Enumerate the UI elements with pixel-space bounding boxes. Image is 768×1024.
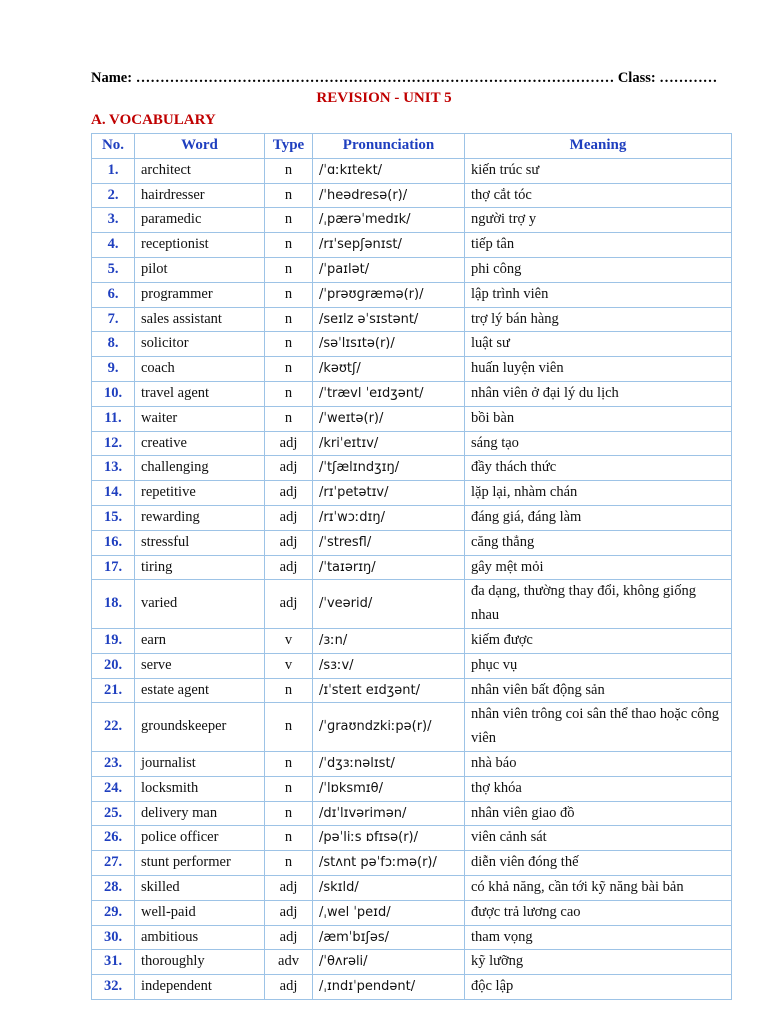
table-row bbox=[92, 456, 732, 481]
word-cell: solicitor bbox=[135, 332, 265, 357]
meaning-cell: nhân viên trông coi sân thể thao hoặc công viên bbox=[465, 703, 732, 752]
word-cell: locksmith bbox=[135, 776, 265, 801]
pronunciation-cell: /ˈveərid/ bbox=[313, 580, 465, 629]
word-cell: varied bbox=[135, 580, 265, 629]
type-cell: adj bbox=[265, 925, 313, 950]
word-cell: thoroughly bbox=[135, 950, 265, 975]
table-row bbox=[92, 703, 732, 752]
table-row bbox=[92, 357, 732, 382]
type-cell: n bbox=[265, 233, 313, 258]
pronunciation-cell: /kəʊtʃ/ bbox=[313, 357, 465, 382]
pronunciation-cell: /ˌwel ˈpeɪd/ bbox=[313, 900, 465, 925]
row-number: 20. bbox=[92, 653, 135, 678]
table-row bbox=[92, 826, 732, 851]
table-row bbox=[92, 900, 732, 925]
word-cell: travel agent bbox=[135, 381, 265, 406]
pronunciation-cell: /rɪˈwɔːdɪŋ/ bbox=[313, 505, 465, 530]
column-header-word: Word bbox=[135, 134, 265, 159]
meaning-cell: gây mệt mỏi bbox=[465, 555, 732, 580]
type-cell: adj bbox=[265, 456, 313, 481]
type-cell: v bbox=[265, 653, 313, 678]
column-header-pronunciation: Pronunciation bbox=[313, 134, 465, 159]
table-row bbox=[92, 751, 732, 776]
type-cell: n bbox=[265, 158, 313, 183]
table-row bbox=[92, 851, 732, 876]
type-cell: n bbox=[265, 208, 313, 233]
pronunciation-cell: /ˌɪndɪˈpendənt/ bbox=[313, 975, 465, 1000]
meaning-cell: đầy thách thức bbox=[465, 456, 732, 481]
row-number: 2. bbox=[92, 183, 135, 208]
meaning-cell: thợ cắt tóc bbox=[465, 183, 732, 208]
type-cell: n bbox=[265, 406, 313, 431]
table-row bbox=[92, 233, 732, 258]
word-cell: stressful bbox=[135, 530, 265, 555]
type-cell: adj bbox=[265, 975, 313, 1000]
pronunciation-cell: /ˈdʒɜːnəlɪst/ bbox=[313, 751, 465, 776]
word-cell: well-paid bbox=[135, 900, 265, 925]
word-cell: serve bbox=[135, 653, 265, 678]
row-number: 10. bbox=[92, 381, 135, 406]
meaning-cell: nhân viên ở đại lý du lịch bbox=[465, 381, 732, 406]
table-row bbox=[92, 208, 732, 233]
table-header-row bbox=[92, 134, 732, 159]
type-cell: v bbox=[265, 628, 313, 653]
document-title: REVISION - UNIT 5 bbox=[316, 90, 452, 106]
table-row bbox=[92, 381, 732, 406]
meaning-cell: luật sư bbox=[465, 332, 732, 357]
row-number: 21. bbox=[92, 678, 135, 703]
table-row bbox=[92, 875, 732, 900]
row-number: 5. bbox=[92, 257, 135, 282]
type-cell: n bbox=[265, 826, 313, 851]
word-cell: repetitive bbox=[135, 481, 265, 506]
word-cell: receptionist bbox=[135, 233, 265, 258]
pronunciation-cell: /ˈprəʊɡræmə(r)/ bbox=[313, 282, 465, 307]
word-cell: tiring bbox=[135, 555, 265, 580]
name-class-line: Name: ……………………………………………………………………………………… Class: ………… bbox=[91, 70, 718, 86]
column-header-meaning: Meaning bbox=[465, 134, 732, 159]
pronunciation-cell: /dɪˈlɪvərimən/ bbox=[313, 801, 465, 826]
type-cell: n bbox=[265, 801, 313, 826]
table-body bbox=[92, 158, 732, 999]
type-cell: adj bbox=[265, 431, 313, 456]
column-header-no: No. bbox=[92, 134, 135, 159]
type-cell: n bbox=[265, 776, 313, 801]
table-row bbox=[92, 776, 732, 801]
word-cell: challenging bbox=[135, 456, 265, 481]
pronunciation-cell: /ˈtaɪərɪŋ/ bbox=[313, 555, 465, 580]
pronunciation-cell: /rɪˈsepʃənɪst/ bbox=[313, 233, 465, 258]
pronunciation-cell: /kriˈeɪtɪv/ bbox=[313, 431, 465, 456]
word-cell: independent bbox=[135, 975, 265, 1000]
type-cell: adj bbox=[265, 555, 313, 580]
word-cell: programmer bbox=[135, 282, 265, 307]
meaning-cell: đa dạng, thường thay đổi, không giống nhau bbox=[465, 580, 732, 629]
table-row bbox=[92, 628, 732, 653]
table-row bbox=[92, 555, 732, 580]
pronunciation-cell: /ˌpærəˈmedɪk/ bbox=[313, 208, 465, 233]
meaning-cell: có khả năng, cần tới kỹ năng bài bản bbox=[465, 875, 732, 900]
type-cell: n bbox=[265, 703, 313, 752]
type-cell: n bbox=[265, 357, 313, 382]
meaning-cell: nhân viên giao đồ bbox=[465, 801, 732, 826]
type-cell: n bbox=[265, 851, 313, 876]
row-number: 9. bbox=[92, 357, 135, 382]
row-number: 32. bbox=[92, 975, 135, 1000]
meaning-cell: thợ khóa bbox=[465, 776, 732, 801]
row-number: 30. bbox=[92, 925, 135, 950]
meaning-cell: kiếm được bbox=[465, 628, 732, 653]
row-number: 12. bbox=[92, 431, 135, 456]
vocabulary-table bbox=[91, 133, 732, 1000]
row-number: 22. bbox=[92, 703, 135, 752]
table-row bbox=[92, 925, 732, 950]
word-cell: journalist bbox=[135, 751, 265, 776]
word-cell: hairdresser bbox=[135, 183, 265, 208]
word-cell: paramedic bbox=[135, 208, 265, 233]
pronunciation-cell: /ˈweɪtə(r)/ bbox=[313, 406, 465, 431]
type-cell: adj bbox=[265, 505, 313, 530]
row-number: 16. bbox=[92, 530, 135, 555]
pronunciation-cell: /ˈtrævl ˈeɪdʒənt/ bbox=[313, 381, 465, 406]
table-row bbox=[92, 282, 732, 307]
meaning-cell: huấn luyện viên bbox=[465, 357, 732, 382]
pronunciation-cell: /ˈpaɪlət/ bbox=[313, 257, 465, 282]
pronunciation-cell: /ˈlɒksmɪθ/ bbox=[313, 776, 465, 801]
word-cell: estate agent bbox=[135, 678, 265, 703]
row-number: 19. bbox=[92, 628, 135, 653]
meaning-cell: căng thẳng bbox=[465, 530, 732, 555]
table-row bbox=[92, 481, 732, 506]
type-cell: adj bbox=[265, 875, 313, 900]
pronunciation-cell: /ˈɡraʊndzkiːpə(r)/ bbox=[313, 703, 465, 752]
pronunciation-cell: /ˈɑːkɪtekt/ bbox=[313, 158, 465, 183]
type-cell: n bbox=[265, 282, 313, 307]
word-cell: stunt performer bbox=[135, 851, 265, 876]
type-cell: n bbox=[265, 257, 313, 282]
word-cell: architect bbox=[135, 158, 265, 183]
meaning-cell: diễn viên đóng thế bbox=[465, 851, 732, 876]
table-row bbox=[92, 580, 732, 629]
type-cell: n bbox=[265, 381, 313, 406]
meaning-cell: đáng giá, đáng làm bbox=[465, 505, 732, 530]
pronunciation-cell: /sɜːv/ bbox=[313, 653, 465, 678]
row-number: 28. bbox=[92, 875, 135, 900]
word-cell: creative bbox=[135, 431, 265, 456]
type-cell: n bbox=[265, 307, 313, 332]
type-cell: adj bbox=[265, 530, 313, 555]
table-row bbox=[92, 530, 732, 555]
type-cell: adj bbox=[265, 900, 313, 925]
type-cell: n bbox=[265, 678, 313, 703]
word-cell: pilot bbox=[135, 257, 265, 282]
meaning-cell: tham vọng bbox=[465, 925, 732, 950]
meaning-cell: lặp lại, nhàm chán bbox=[465, 481, 732, 506]
word-cell: groundskeeper bbox=[135, 703, 265, 752]
table-row bbox=[92, 653, 732, 678]
row-number: 18. bbox=[92, 580, 135, 629]
meaning-cell: nhà báo bbox=[465, 751, 732, 776]
row-number: 6. bbox=[92, 282, 135, 307]
type-cell: n bbox=[265, 751, 313, 776]
table-row bbox=[92, 950, 732, 975]
row-number: 23. bbox=[92, 751, 135, 776]
meaning-cell: độc lập bbox=[465, 975, 732, 1000]
row-number: 3. bbox=[92, 208, 135, 233]
row-number: 7. bbox=[92, 307, 135, 332]
row-number: 11. bbox=[92, 406, 135, 431]
meaning-cell: người trợ y bbox=[465, 208, 732, 233]
row-number: 25. bbox=[92, 801, 135, 826]
pronunciation-cell: /ˈθʌrəli/ bbox=[313, 950, 465, 975]
type-cell: n bbox=[265, 332, 313, 357]
word-cell: police officer bbox=[135, 826, 265, 851]
meaning-cell: viên cảnh sát bbox=[465, 826, 732, 851]
table-row bbox=[92, 801, 732, 826]
row-number: 1. bbox=[92, 158, 135, 183]
meaning-cell: tiếp tân bbox=[465, 233, 732, 258]
pronunciation-cell: /æmˈbɪʃəs/ bbox=[313, 925, 465, 950]
table-row bbox=[92, 183, 732, 208]
meaning-cell: kiến trúc sư bbox=[465, 158, 732, 183]
row-number: 26. bbox=[92, 826, 135, 851]
meaning-cell: lập trình viên bbox=[465, 282, 732, 307]
pronunciation-cell: /stʌnt pəˈfɔːmə(r)/ bbox=[313, 851, 465, 876]
meaning-cell: phục vụ bbox=[465, 653, 732, 678]
pronunciation-cell: /ɪˈsteɪt eɪdʒənt/ bbox=[313, 678, 465, 703]
word-cell: earn bbox=[135, 628, 265, 653]
pronunciation-cell: /seɪlz əˈsɪstənt/ bbox=[313, 307, 465, 332]
pronunciation-cell: /ˈheədresə(r)/ bbox=[313, 183, 465, 208]
row-number: 29. bbox=[92, 900, 135, 925]
row-number: 14. bbox=[92, 481, 135, 506]
meaning-cell: kỹ lưỡng bbox=[465, 950, 732, 975]
section-heading: A. VOCABULARY bbox=[91, 112, 216, 128]
type-cell: adj bbox=[265, 580, 313, 629]
type-cell: adj bbox=[265, 481, 313, 506]
table-row bbox=[92, 975, 732, 1000]
word-cell: delivery man bbox=[135, 801, 265, 826]
table-row bbox=[92, 332, 732, 357]
row-number: 13. bbox=[92, 456, 135, 481]
row-number: 24. bbox=[92, 776, 135, 801]
type-cell: n bbox=[265, 183, 313, 208]
pronunciation-cell: /ˈtʃælɪndʒɪŋ/ bbox=[313, 456, 465, 481]
pronunciation-cell: /pəˈliːs ɒfɪsə(r)/ bbox=[313, 826, 465, 851]
meaning-cell: được trả lương cao bbox=[465, 900, 732, 925]
pronunciation-cell: /ɜːn/ bbox=[313, 628, 465, 653]
word-cell: rewarding bbox=[135, 505, 265, 530]
table-row bbox=[92, 158, 732, 183]
table-row bbox=[92, 431, 732, 456]
pronunciation-cell: /skɪld/ bbox=[313, 875, 465, 900]
table-row bbox=[92, 257, 732, 282]
table-row bbox=[92, 678, 732, 703]
meaning-cell: bồi bàn bbox=[465, 406, 732, 431]
word-cell: ambitious bbox=[135, 925, 265, 950]
meaning-cell: nhân viên bất động sản bbox=[465, 678, 732, 703]
row-number: 27. bbox=[92, 851, 135, 876]
table-row bbox=[92, 505, 732, 530]
row-number: 31. bbox=[92, 950, 135, 975]
column-header-type: Type bbox=[265, 134, 313, 159]
table-row bbox=[92, 406, 732, 431]
row-number: 8. bbox=[92, 332, 135, 357]
word-cell: coach bbox=[135, 357, 265, 382]
row-number: 15. bbox=[92, 505, 135, 530]
meaning-cell: trợ lý bán hàng bbox=[465, 307, 732, 332]
type-cell: adv bbox=[265, 950, 313, 975]
table-row bbox=[92, 307, 732, 332]
word-cell: skilled bbox=[135, 875, 265, 900]
word-cell: sales assistant bbox=[135, 307, 265, 332]
pronunciation-cell: /səˈlɪsɪtə(r)/ bbox=[313, 332, 465, 357]
pronunciation-cell: /ˈstresfl/ bbox=[313, 530, 465, 555]
word-cell: waiter bbox=[135, 406, 265, 431]
meaning-cell: sáng tạo bbox=[465, 431, 732, 456]
pronunciation-cell: /rɪˈpetətɪv/ bbox=[313, 481, 465, 506]
meaning-cell: phi công bbox=[465, 257, 732, 282]
row-number: 17. bbox=[92, 555, 135, 580]
row-number: 4. bbox=[92, 233, 135, 258]
